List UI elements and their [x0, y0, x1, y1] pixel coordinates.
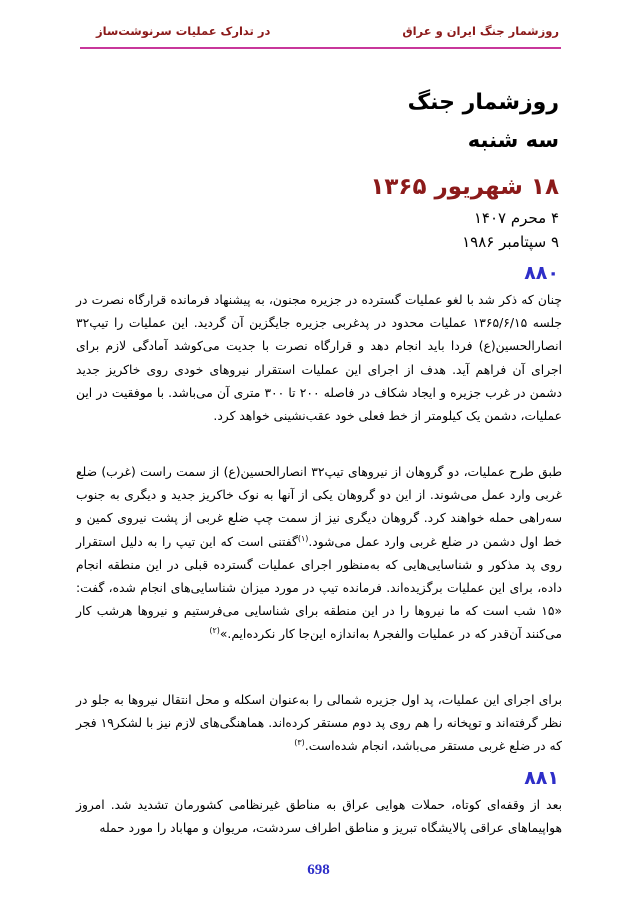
- footnote-ref: (۱): [297, 533, 309, 543]
- paragraph: چنان که ذکر شد با لغو عملیات گسترده در جزیره مجنون، به پیشنهاد فرمانده قرارگاه نصرت در جلسه ۱۳۶۵/۶/۱۵ عملیات محدود در پدغربی جزیره جایگزین آن گردید. این عملیات را تیپ۳۲ انصارالحسین(ع) فردا باید انجام دهد و قرارگاه نصرت با جدیت می‌کوشد آمادگی لازم برای اجرای آن فراهم آید. هدف از اجرای این عملیات استقرار نیروهای خودی روی خاکریز جدید دشمن در غرب جزیره و ایجاد شکاف در فاصله ۲۰۰ تا ۳۰۰ متری آن می‌باشد. با موفقیت در این عملیات، دشمن یک کیلومتر از خط فعلی خود عقب‌نشینی خواهد کرد.: [76, 293, 563, 424]
- running-header-book: روزشمار جنگ ایران و عراق: [402, 24, 559, 38]
- header-divider: [80, 47, 561, 49]
- page-title: روزشمار جنگ: [407, 90, 559, 115]
- paragraph: [76, 461, 562, 647]
- running-header-chapter: در تدارک عملیات سرنوشت‌ساز: [96, 24, 271, 38]
- paragraph-text: برای اجرای این عملیات، پد اول جزیره شمالی را به‌عنوان اسکله و محل انتقال نیروها به جلو در نظر گرفته‌اند و توپخانه را هم روی پد دوم مستقر کرده‌اند. هماهنگی‌های لازم نیز با لشکر۱۹ فجر که در ضلع غربی مستقر می‌باشد، انجام شده‌است.: [76, 693, 562, 754]
- gregorian-date: ۹ سپتامبر ۱۹۸۶: [462, 233, 559, 251]
- paragraph-text: طبق طرح عملیات، دو گروهان از نیروهای تیپ۳۲ انصارالحسین(ع) از سمت راست (غرب) ضلع غربی وارد عمل می‌شوند. از این دو گروهان یکی از آنها به نوک خاکریز جدید و دیگری به جنوب سه‌راهی حمله خواهند کرد. گروهان دیگری نیز از سمت چپ ضلع غربی از پشت نیروی کمین و خط اول دشمن در ضلع غربی وارد عمل می‌شود.: [76, 465, 562, 549]
- footnote-ref: (۲): [209, 626, 220, 636]
- footnote-ref: (۳): [294, 738, 305, 748]
- solar-date-heading: ۱۸ شهریور ۱۳۶۵: [370, 174, 559, 200]
- entry-number: ۸۸۰: [524, 262, 559, 284]
- paragraph-text: گفتنی است که این تیپ را به دلیل استقرار روی پد مذکور و شناسایی‌هایی که به‌منظور اجرای عملیات گسترده قبلی در این منطقه انجام داده، برای این عملیات برگزیده‌اند. فرمانده تیپ در مورد میزان شناسایی‌های انجام شده، گفت: «۱۵ شب است که ما نیروها را در این منطقه برای شناسایی می‌فرستیم و نیروها هرشب کار می‌کنند آن‌قدر که در عملیات والفجر۸ به‌اندازه این‌جا کار نکرده‌ایم.»: [76, 534, 562, 642]
- paragraph: بعد از وقفه‌ای کوتاه، حملات هوایی عراق به مناطق غیرنظامی کشورمان تشدید شد. امروز هواپیماهای عراقی پالایشگاه تبریز و مناطق اطراف سردشت، مریوان و مهاباد را مورد حمله: [76, 798, 562, 836]
- weekday-heading: سه شنبه: [467, 128, 559, 152]
- paragraph: [76, 689, 562, 759]
- entry-number: ۸۸۱: [524, 767, 559, 789]
- hijri-date: ۴ محرم ۱۴۰۷: [473, 209, 559, 227]
- page-number: 698: [307, 862, 330, 878]
